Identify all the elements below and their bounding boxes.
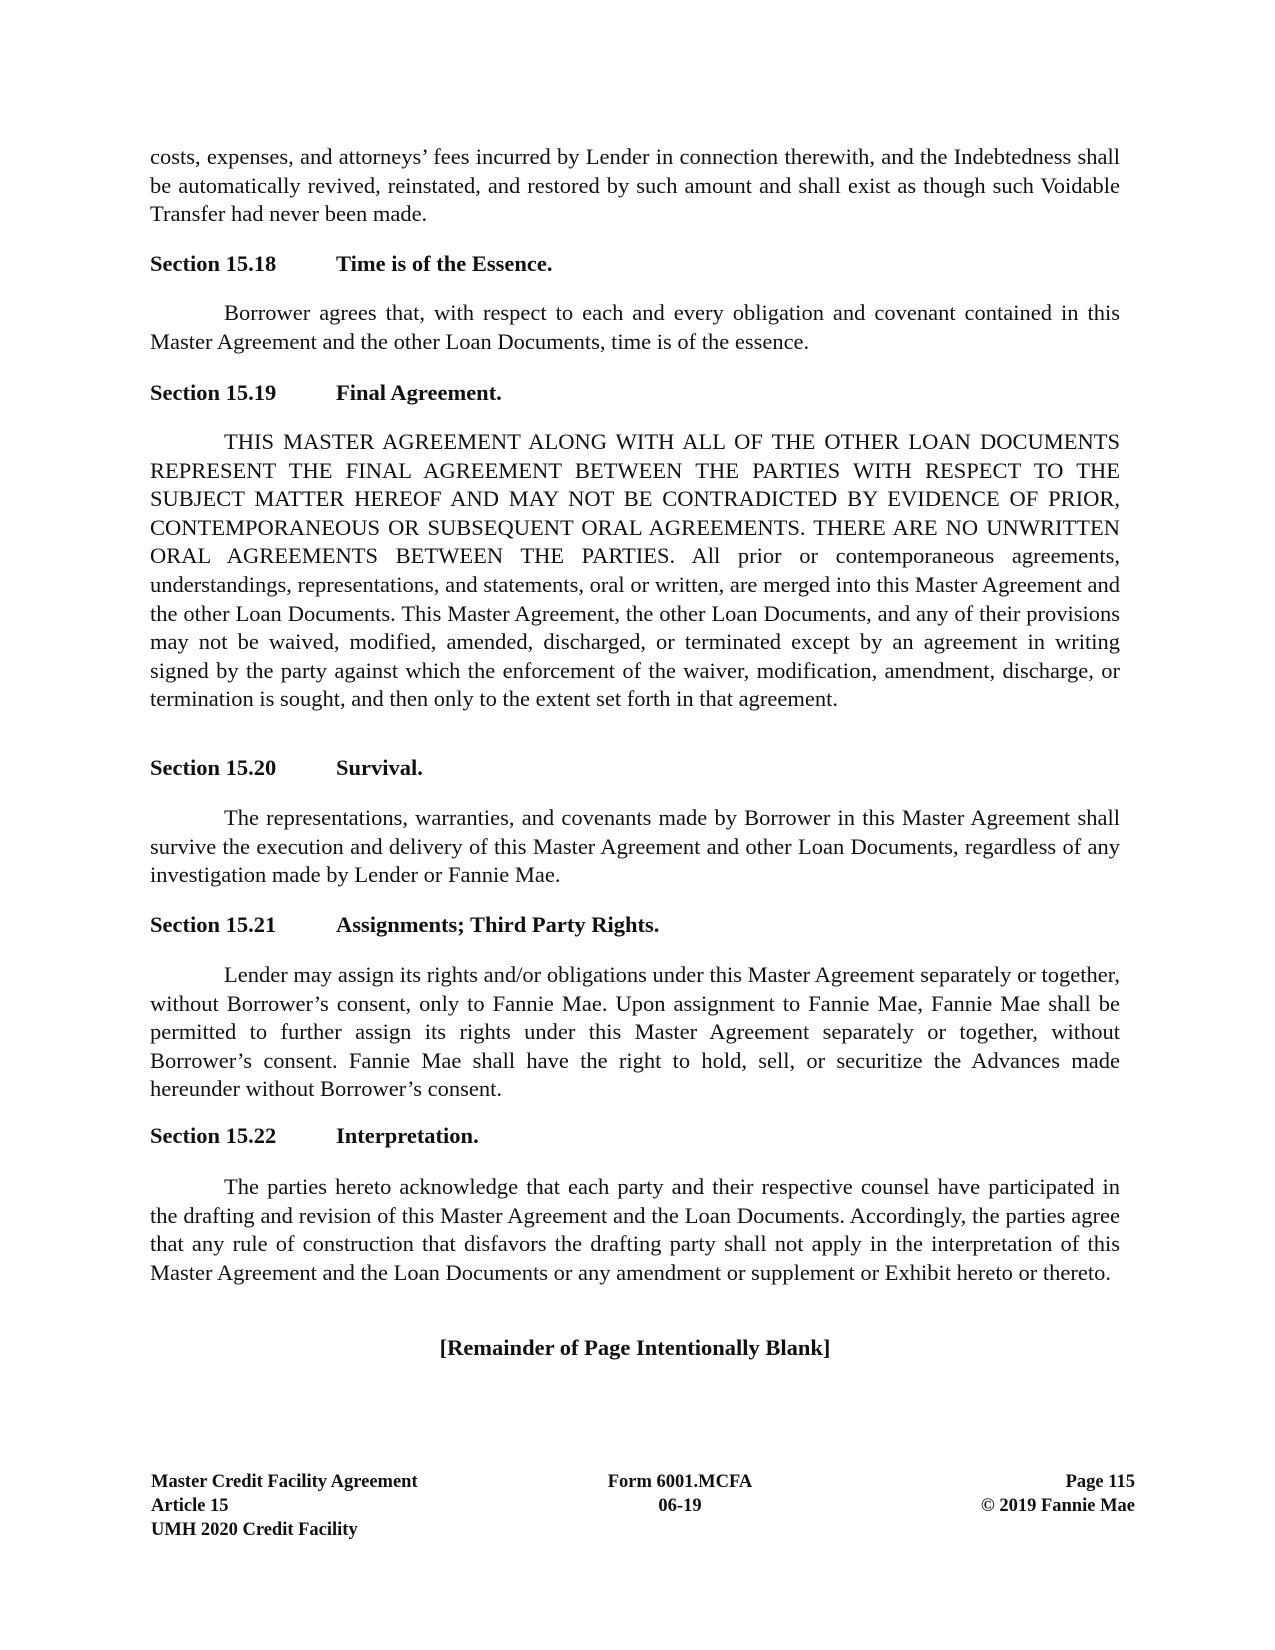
footer-article: Article 15	[151, 1496, 229, 1516]
section-number: Section 15.20	[150, 755, 277, 780]
footer-document-name: Master Credit Facility Agreement	[151, 1472, 418, 1492]
footer-left	[151, 1470, 418, 1542]
section-title: Final Agreement.	[336, 380, 502, 405]
section-number: Section 15.21	[150, 912, 277, 937]
footer-facility: UMH 2020 Credit Facility	[151, 1520, 358, 1540]
section-heading-15-19	[150, 379, 502, 407]
footer-form-date: 06-19	[658, 1496, 702, 1516]
continuation-paragraph: costs, expenses, and attorneys’ fees incurred by Lender in connection therewith, and the Indebtedness shall be automatically revived, reinstated, and restored by such amount and shall exist as though such Voidable Transfer had never been made.	[150, 144, 1120, 227]
section-heading-15-20	[150, 754, 423, 782]
footer-right	[981, 1470, 1135, 1518]
section-title: Interpretation.	[336, 1123, 479, 1148]
section-title: Time is of the Essence.	[336, 251, 553, 276]
section-number: Section 15.22	[150, 1123, 277, 1148]
footer-form-number: Form 6001.MCFA	[607, 1472, 753, 1492]
section-number: Section 15.19	[150, 380, 277, 405]
section-body-15-20: The representations, warranties, and covenants made by Borrower in this Master Agreement shall survive the execution and delivery of this Master Agreement and other Loan Documents, regardless of any investigation made by Lender or Fannie Mae.	[150, 805, 1120, 888]
section-body-15-19: THIS MASTER AGREEMENT ALONG WITH ALL OF THE OTHER LOAN DOCUMENTS REPRESENT THE FINAL AGREEMENT BETWEEN THE PARTIES WITH RESPECT TO THE SUBJECT MATTER HEREOF AND MAY NOT BE CONTRADICTED BY EVIDENCE OF PRIOR, CONTEMPORANEOUS OR SUBSEQUENT ORAL AGREEMENTS. THERE ARE NO UNWRITTEN ORAL AGREEMENTS BETWEEN THE PARTIES. All prior or contemporaneous agreements, understandings, representations, and statements, oral or written, are merged into this Master Agreement and the other Loan Documents. This Master Agreement, the other Loan Documents, and any of their provisions may not be waived, modified, amended, discharged, or terminated except by an agreement in writing signed by the party against which the enforcement of the waiver, modification, amendment, discharge, or termination is sought, and then only to the extent set forth in that agreement.	[150, 429, 1120, 712]
section-title: Assignments; Third Party Rights.	[336, 912, 660, 937]
section-heading-15-22	[150, 1122, 479, 1150]
section-body-15-18: Borrower agrees that, with respect to each and every obligation and covenant contained in this Master Agreement and the other Loan Documents, time is of the essence.	[150, 300, 1120, 354]
section-heading-15-18	[150, 250, 552, 278]
section-body-15-21: Lender may assign its rights and/or obligations under this Master Agreement separately or together, without Borrower’s consent, only to Fannie Mae. Upon assignment to Fannie Mae, Fannie Mae shall be permitted to further assign its rights under this Master Agreement separately or together, without Borrower’s consent. Fannie Mae shall have the right to hold, sell, or securitize the Advances made hereunder without Borrower’s consent.	[150, 962, 1120, 1102]
section-body-15-22: The parties hereto acknowledge that each party and their respective counsel have participated in the drafting and revision of this Master Agreement and the Loan Documents. Accordingly, the parties agree that any rule of construction that disfavors the drafting party shall not apply in the interpretation of this Master Agreement and the Loan Documents or any amendment or supplement or Exhibit hereto or thereto.	[150, 1174, 1120, 1285]
section-number: Section 15.18	[150, 251, 277, 276]
footer-center	[550, 1470, 810, 1518]
remainder-note: [Remainder of Page Intentionally Blank]	[439, 1335, 831, 1360]
section-title: Survival.	[336, 755, 423, 780]
footer-copyright: © 2019 Fannie Mae	[980, 1496, 1135, 1516]
footer-page-number: Page 115	[1065, 1472, 1135, 1492]
section-heading-15-21	[150, 911, 659, 939]
